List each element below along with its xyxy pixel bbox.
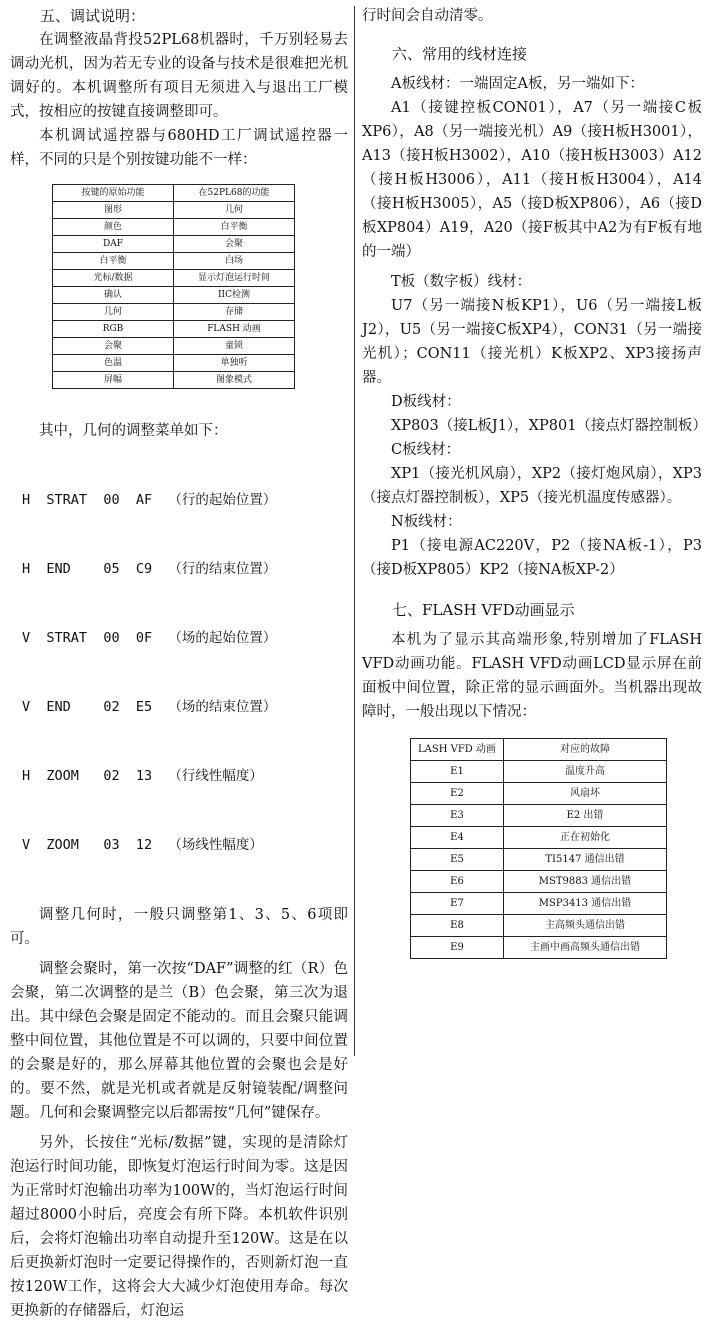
table-row [411, 937, 667, 959]
table-cell: 显示灯泡运行时间 [174, 270, 295, 287]
remote-key-table [52, 184, 295, 389]
geo-desc: （行的结束位置） [168, 561, 277, 577]
table-row [411, 849, 667, 871]
right-column [362, 0, 707, 959]
table-header-cell: 对应的故障 [504, 739, 667, 761]
table-cell: 图形 [53, 202, 174, 219]
table-cell: 会聚 [53, 338, 174, 355]
paragraph: A板线材：一端固定A板，另一端如下： [391, 76, 644, 92]
table-row [411, 783, 667, 805]
table-cell: 白场 [174, 253, 295, 270]
table-cell: 童锁 [174, 338, 295, 355]
paragraph: 另外，长按住“光标/数据”键，实现的是清除灯泡运行时间功能，即恢复灯泡运行时间为零。这是因为正常时灯泡输出功率为100W的，当灯泡运行时间超过8000小时后，亮度会有所下降。本机软件识别后，会将灯泡输出功率自动提升至120W。这是在以后更换新灯泡时一定要记得操作的，否则新灯泡一直按120W工作，这将会大大减少灯泡使用寿命。每次更换新的存储器后，灯泡运 [10, 1135, 348, 1319]
geo-param: STRAT [46, 630, 88, 646]
table-cell: E8 [411, 915, 504, 937]
geo-param: END [46, 561, 71, 577]
table-cell: 颜色 [53, 219, 174, 236]
table-cell: MST9883 通信出错 [504, 871, 667, 893]
table-row [53, 338, 295, 355]
geometry-menu [10, 443, 348, 903]
table-cell: E9 [411, 937, 504, 959]
table-row [411, 893, 667, 915]
table-cell: DAF [53, 236, 174, 253]
geometry-row [22, 489, 348, 512]
table-cell: 确认 [53, 287, 174, 304]
table-cell: 光标/数据 [53, 270, 174, 287]
table-row [53, 270, 295, 287]
paragraph: C板线材： [391, 442, 461, 458]
section5-title: 五、调试说明： [40, 7, 146, 25]
geo-value: 13 [135, 768, 153, 784]
geometry-row [22, 558, 348, 581]
paragraph: 本机为了显示其高端形象,特别增加了FLASH VFD动画功能。FLASH VFD动画LCD显示屏在前面板中间位置，除正常的显示画面外。当机器出现故障时，一般出现以下情况： [362, 632, 702, 720]
table-cell: 白平衡 [174, 219, 295, 236]
geo-axis: H [22, 561, 31, 577]
paragraph: P1（接电源AC220V，P2（接NA板-1），P3（接D板XP805）KP2（接NA板XP-2） [362, 538, 702, 578]
table-header-cell: LASH VFD 动画 [411, 739, 504, 761]
paragraph: 其中，几何的调整菜单如下： [39, 423, 228, 439]
geo-value: AF [135, 492, 153, 508]
table-row [53, 202, 295, 219]
table-cell: 几何 [174, 202, 295, 219]
geo-value: 00 [103, 630, 120, 646]
paragraph: A1（接键控板CON01），A7（另一端接C板XP6），A8（另一端接光机）A9（接H板H3001），A13（接H板H3002），A10（接H板H3003）A12（接H板H3006），A11（接H板H3004），A14（接H板H3005），A5（接D板XP806），A6（接D板XP804）A19，A20（接F板其中A2为有F板有地的一端） [362, 100, 702, 260]
left-column [10, 0, 348, 1323]
geo-axis: V [22, 699, 31, 715]
table-cell: E7 [411, 893, 504, 915]
geo-value: 0F [135, 630, 153, 646]
table-row [53, 355, 295, 372]
geometry-row [22, 765, 348, 788]
table-row [411, 761, 667, 783]
geo-desc: （场线性幅度） [168, 837, 263, 853]
table-cell: 主高频头通信出错 [504, 915, 667, 937]
geo-value: 12 [135, 837, 153, 853]
table-row [411, 805, 667, 827]
table-header-row [53, 185, 295, 202]
table-cell: 色温 [53, 355, 174, 372]
geo-value: 02 [103, 768, 120, 784]
geo-value: 05 [103, 561, 120, 577]
table-cell: 图象模式 [174, 372, 295, 389]
table-cell: 温度升高 [504, 761, 667, 783]
table-row [53, 253, 295, 270]
geo-param: ZOOM [46, 837, 79, 853]
table-cell: 存储 [174, 304, 295, 321]
table-row [411, 871, 667, 893]
table-cell: 白平衡 [53, 253, 174, 270]
geo-desc: （场的起始位置） [168, 630, 277, 646]
table-cell: 主画中画高频头通信出错 [504, 937, 667, 959]
geo-axis: V [22, 837, 31, 853]
table-row [53, 372, 295, 389]
geo-param: END [46, 699, 71, 715]
table-row [411, 915, 667, 937]
geometry-row [22, 627, 348, 650]
paragraph: N板线材： [391, 514, 462, 530]
table-cell: E3 [411, 805, 504, 827]
paragraph: 在调整液晶背投52PL68机器时，千万别轻易去调动光机，因为若无专业的设备与技术是很难把光机调好的。本机调整所有项目无须进入与退出工厂模式，按相应的按键直接调整即可。 [10, 32, 348, 120]
table-header-row [411, 739, 667, 761]
paragraph: 调整会聚时，第一次按“DAF”调整的红（R）色会聚，第二次调整的是兰（B）色会聚，第三次为退出。其中绿色会聚是固定不能动的。而且会聚只能调整中间位置，其他位置是不可以调的，只要中间位置的会聚是好的，那么屏幕其他位置的会聚也会是好的。要不然，就是光机或者就是反射镜装配/调整问题。几何和会聚调整完以后都需按“几何”键保存。 [10, 961, 348, 1121]
table-row [411, 827, 667, 849]
paragraph: 行时间会自动清零。 [362, 8, 493, 24]
section7-title: 七、FLASH VFD动画显示 [392, 601, 575, 619]
paragraph: T板（数字板）线材： [391, 274, 532, 290]
table-cell: 正在初始化 [504, 827, 667, 849]
geo-desc: （行的起始位置） [168, 492, 277, 508]
paragraph: XP803（接L板J1），XP801（接点灯器控制板） [391, 418, 707, 434]
table-cell: FLASH 动画 [174, 321, 295, 338]
table-row [53, 236, 295, 253]
table-cell: 风扇坏 [504, 783, 667, 805]
geo-param: ZOOM [46, 768, 79, 784]
column-divider [354, 6, 355, 1056]
paragraph: D板线材： [391, 394, 461, 410]
table-row [53, 304, 295, 321]
geometry-row [22, 696, 348, 719]
table-cell: 屏幅 [53, 372, 174, 389]
table-cell: 单独听 [174, 355, 295, 372]
table-cell: E6 [411, 871, 504, 893]
table-cell: E2 [411, 783, 504, 805]
table-header-cell: 在52PL68的功能 [174, 185, 295, 202]
geo-axis: H [22, 768, 31, 784]
table-cell: TI5147 通信出错 [504, 849, 667, 871]
geo-desc: （行线性幅度） [168, 768, 263, 784]
table-cell: 几何 [53, 304, 174, 321]
table-row [53, 287, 295, 304]
paragraph: U7（另一端接N板KP1），U6（另一端接L板J2），U5（另一端接C板XP4），CON31（另一端接光机）；CON11（接光机）K板XP2、XP3接扬声器。 [362, 298, 702, 386]
table-cell: E2 出错 [504, 805, 667, 827]
geo-value: 02 [103, 699, 120, 715]
vfd-fault-table [410, 738, 667, 959]
table-cell: RGB [53, 321, 174, 338]
table-cell: 会聚 [174, 236, 295, 253]
geometry-row [22, 834, 348, 857]
section6-title: 六、常用的线材连接 [392, 45, 528, 63]
geo-value: 03 [103, 837, 120, 853]
table-cell: E1 [411, 761, 504, 783]
paragraph: XP1（接光机风扇），XP2（接灯炮风扇），XP3（接点灯器控制板），XP5（接光机温度传感器）。 [362, 466, 702, 506]
table-header-cell: 按键的原始功能 [53, 185, 174, 202]
geo-axis: V [22, 630, 31, 646]
geo-value: C9 [135, 561, 153, 577]
paragraph: 调整几何时，一般只调整第1、3、5、6项即可。 [10, 907, 348, 947]
table-row [53, 321, 295, 338]
table-row [53, 219, 295, 236]
geo-axis: H [22, 492, 31, 508]
paragraph: 本机调试遥控器与680HD工厂调试遥控器一样，不同的只是个别按键功能不一样： [10, 128, 348, 168]
table-cell: IIC检测 [174, 287, 295, 304]
table-cell: E5 [411, 849, 504, 871]
geo-param: STRAT [46, 492, 88, 508]
table-cell: MSP3413 通信出错 [504, 893, 667, 915]
geo-value: E5 [135, 699, 153, 715]
geo-desc: （场的结束位置） [168, 699, 277, 715]
geo-value: 00 [103, 492, 120, 508]
table-cell: E4 [411, 827, 504, 849]
